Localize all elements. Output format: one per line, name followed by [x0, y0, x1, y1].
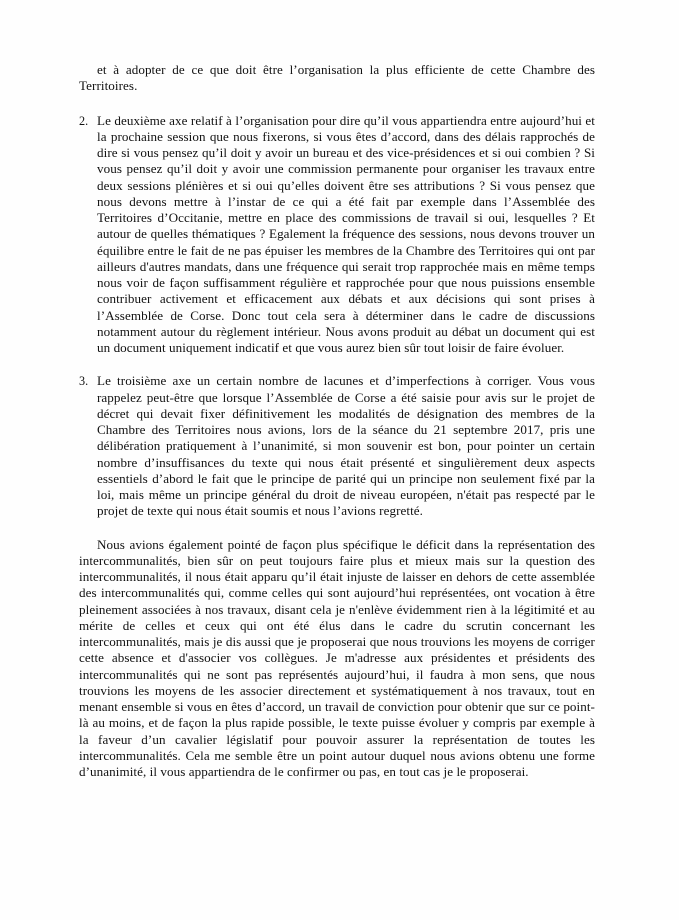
list-item-3-marker: 3.: [79, 374, 89, 389]
list-item-3-text: Le troisième axe un certain nombre de lacunes et d’imperfections à corriger. Vous vous rappelez peut-être que lorsque l’Assemblée de Corse a été saisie pour avis sur le projet de décret qui devait fixer définitivement les modalités de désignation des membres de la Chambre des Territoires nous avions, lors de la séance du 21 septembre 2017, pris une délibération pratiquement à l’unanimité, si mon souvenir est bon, pour pointer un certain nombre d’insuffisances du texte qui nous était présenté et singulièrement deux aspects essentiels d’abord le fait que le principe de parité qui un principe non seulement fixé par la loi, mais même un principe général du droit de niveau européen, n'était pas respecté par le projet de texte qui nous était soumis et nous l’avions regretté.: [97, 373, 595, 519]
list-item-3: [79, 373, 595, 519]
block-spacer: [79, 520, 595, 537]
block-spacer: [79, 356, 595, 373]
paragraph-intercommunalites: Nous avions également pointé de façon plus spécifique le déficit dans la représentation des intercommunalités, bien sûr on peut toujours faire plus et mieux mais sur la question des intercommunalités, il nous était apparu qu’il était injuste de laisser en dehors de cette assemblée des intercommunalités qui, comme celles qui sont aujourd’hui représentées, ont vocation à être pleinement associées à nos travaux, disant cela je n'enlève évidemment rien à la légitimité et au mérite de celles et ceux qui ont été élus dans le cadre du scrutin concernant les intercommunalités, mais je dis aussi que je proposerai que nous trouvions les moyens de corriger cette absence et d'associer vos collègues. Je m'adresse aux présidentes et présidents des intercommunalités qui ne sont pas représentés aujourd’hui, il faudra à mon sens, que nous trouvions les moyens de les associer directement et systématiquement à nos travaux, tout en menant ensemble si vous en êtes d’accord, un travail de conviction pour obtenir que sur ce point-là au moins, et de façon la plus rapide possible, le texte puisse évoluer y compris par exemple à la faveur d’un cavalier législatif pour pouvoir assurer la représentation de toutes les intercommunalités. Cela me semble être un point autour duquel nous avions obtenu une forme d’unanimité, il vous appartiendra de le confirmer ou pas, en tout cas je le proposerai.: [79, 536, 595, 779]
list-item-2: [79, 113, 595, 357]
list-item-2-marker: 2.: [79, 113, 89, 128]
block-spacer: [79, 95, 595, 113]
paragraph-continued-chambre-territoires: et à adopter de ce que doit être l’organisation la plus efficiente de cette Chambre des Territoires.: [79, 62, 595, 94]
list-item-2-text: Le deuxième axe relatif à l’organisation pour dire qu’il vous appartiendra entre aujourd’hui et la prochaine session que nous fixerons, si vous êtes d’accord, dans des délais rapprochés de dire si vous pensez qu’il doit y avoir un bureau et des vice-présidences et si oui combien ? Si vous pensez qu’il doit y avoir une commission permanente pour organiser les travaux entre deux sessions plénières et si oui qu’elles doivent être ses attributions ? Si vous pensez que nous devons mettre à l’instar de ce qui a été fait par exemple dans l’Assemblée des Territoires d’Occitanie, mettre en place des commissions de travail si oui, lesquelles ? Et autour de quelles thématiques ? Egalement la fréquence des sessions, nous devons trouver un équilibre entre le fait de ne pas épuiser les membres de la Chambre des Territoires qui ont par ailleurs d'autres mandats, dans une fréquence qui serait trop rapprochée mais en même temps nous voir de façon suffisamment régulière et rapprochée pour que nous puissions ensemble contribuer activement et efficacement aux débats et aux décisions qui sont prises à l’Assemblée de Corse. Donc tout cela sera à déterminer dans le cadre de discussions notamment autour du règlement intérieur. Nous avons produit au débat un document qui est un document uniquement indicatif et que vous aurez bien sûr tout loisir de faire évoluer.: [97, 112, 595, 355]
